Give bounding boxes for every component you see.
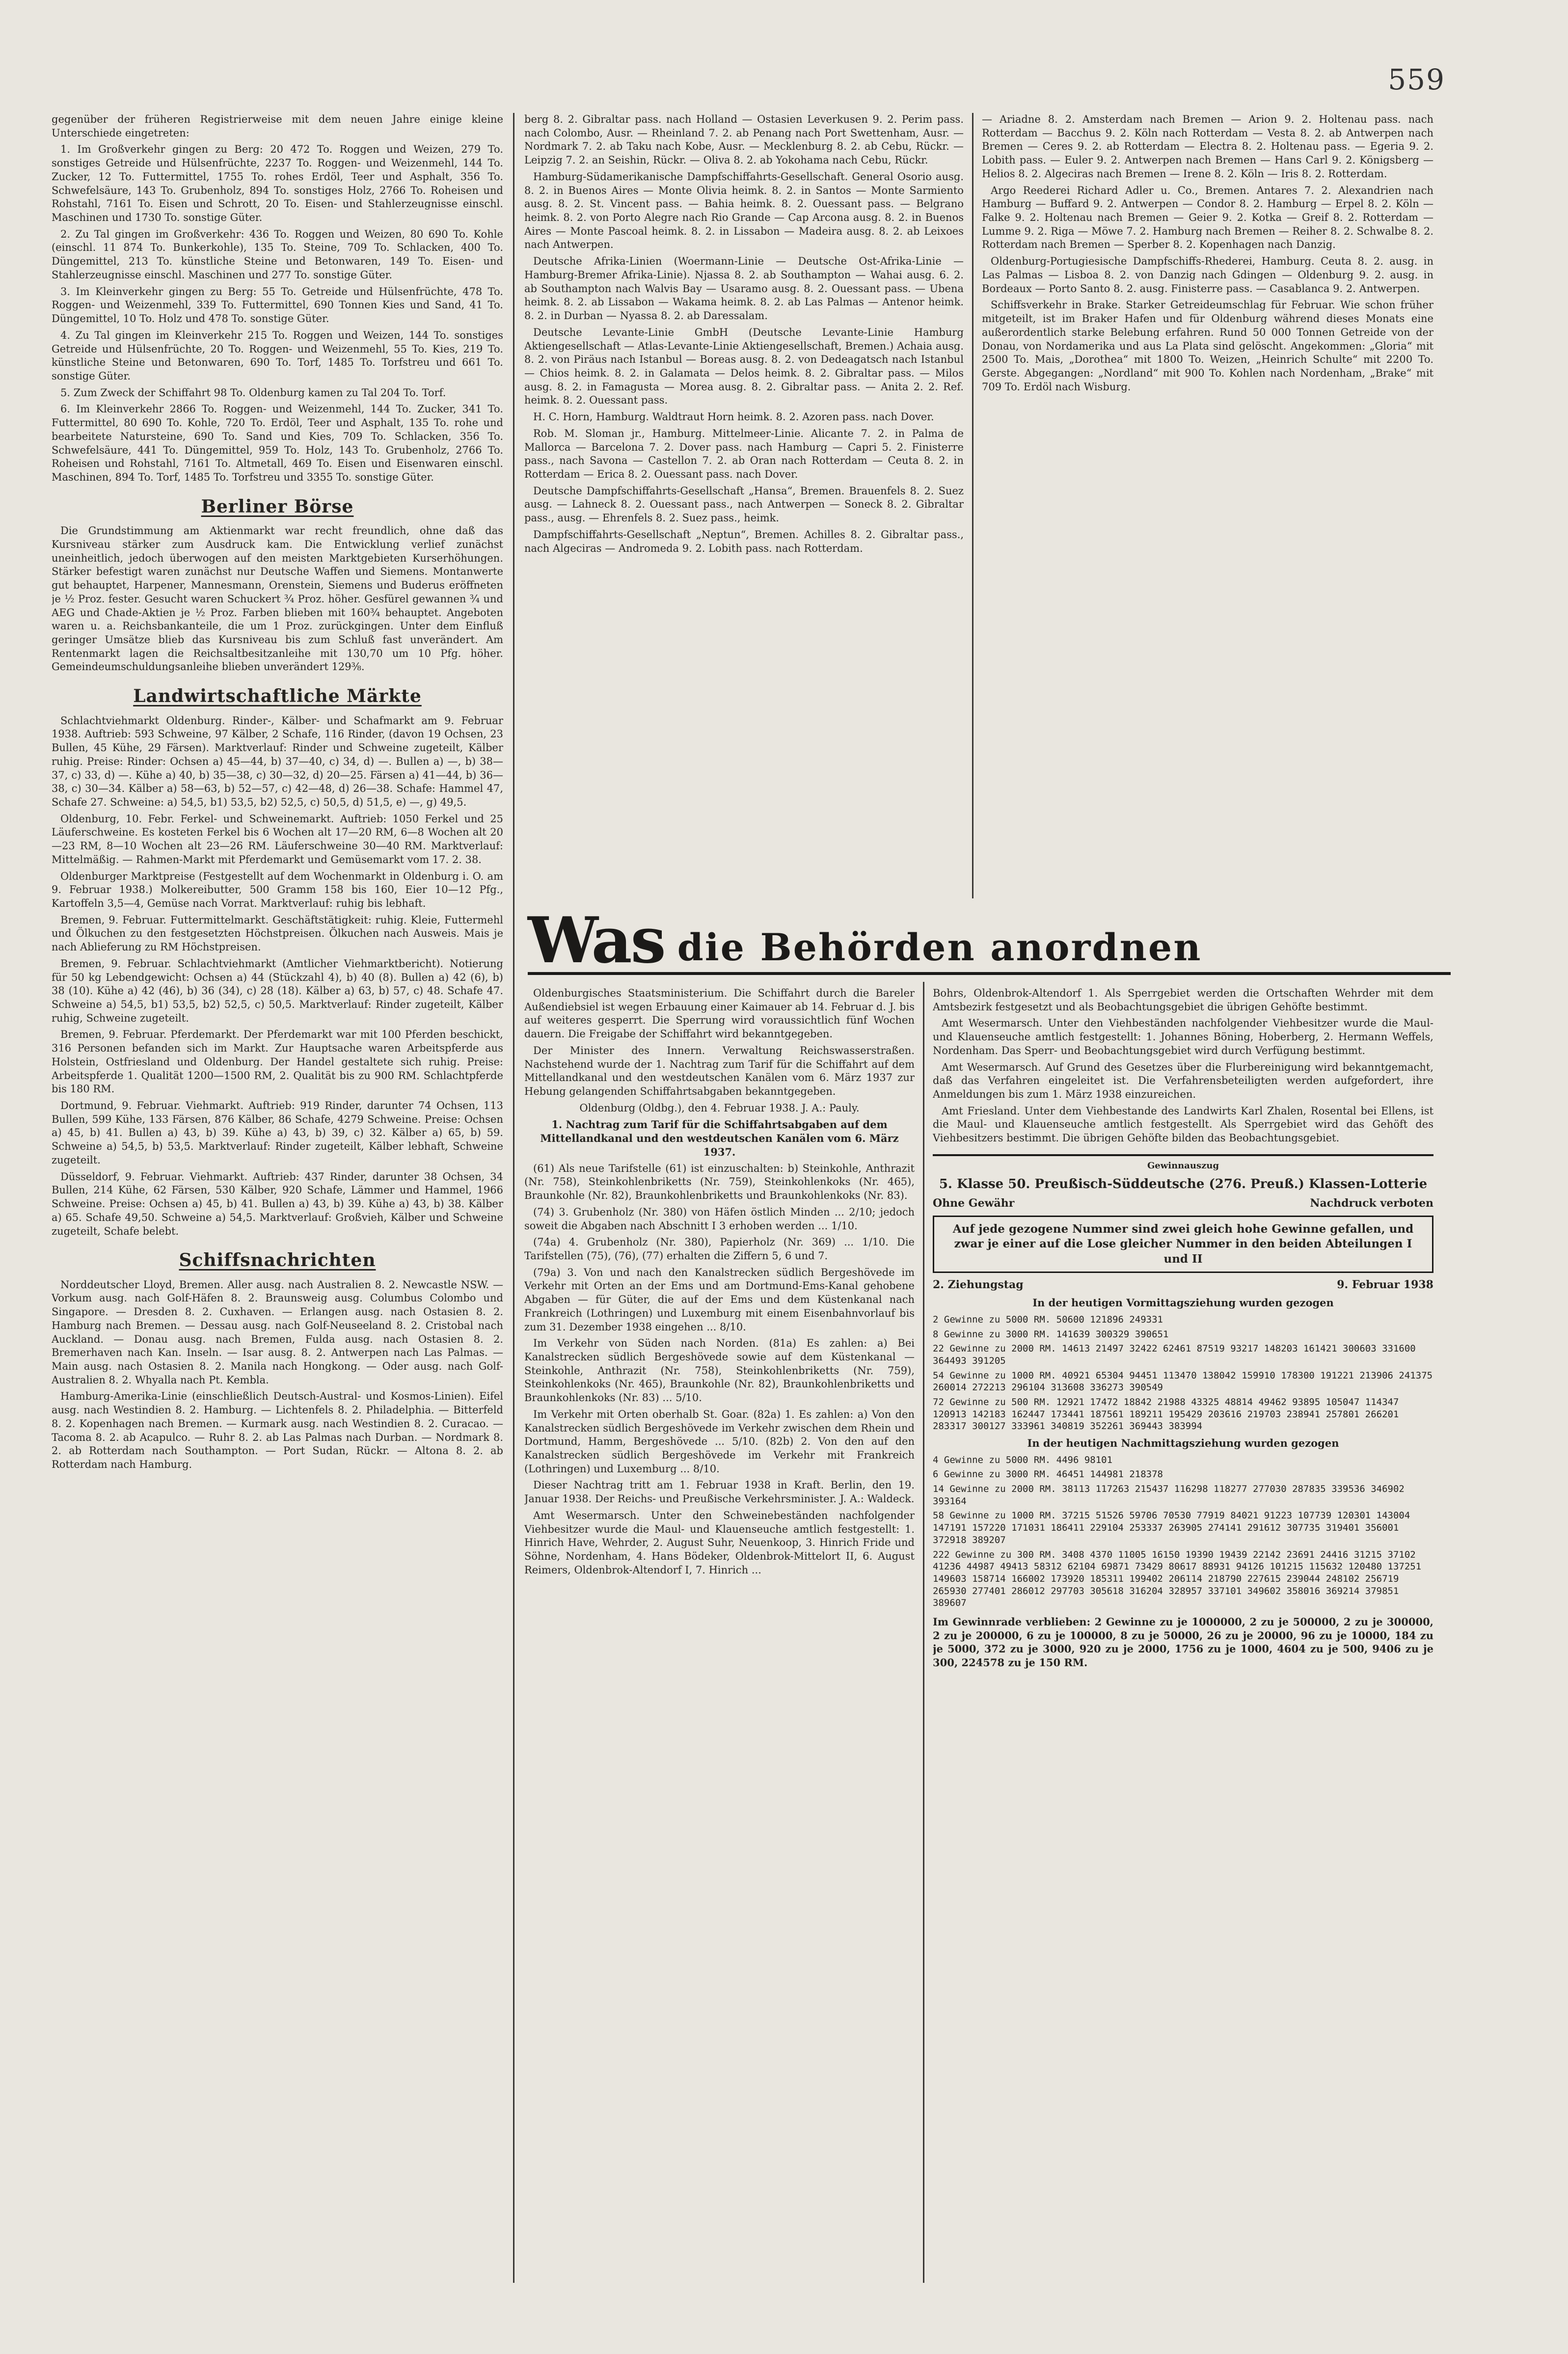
- ship-para: Dampfschiffahrts-Gesellschaft „Neptun“, Bremen. Achilles 8. 2. Gibraltar pass., nach Algeciras — Andromeda 9. 2. Lobith pass. nach Rotterdam.: [524, 528, 964, 554]
- traffic-para: 6. Im Kleinverkehr 2866 To. Roggen- und Weizenmehl, 144 To. Zucker, 341 To. Futtermittel, 80 690 To. Kohle, 720 To. Erdöl, Teer und Asphalt, 135 To. rohe und bearbeitete Natursteine, 690 To. Sand und Kies, 709 To. Schlacken, 356 To. Schwefelsäure, 441 To. Düngemittel, 959 To. Holz, 143 To. Grubenholz, 2766 To. Roheisen und Rohstahl, 7161 To. Altmetall, 469 To. Eisen und Eisenwaren einschl. Maschinen, 894 To. Torf, 1485 To. Torfstreu und 3355 To. sonstige Güter.: [52, 403, 503, 483]
- prize-line: 14 Gewinne zu 2000 RM. 38113 117263 215437 116298 118277 277030 287835 339536 346902 393164: [933, 1484, 1405, 1507]
- decree-para: Amt Wesermarsch. Unter den Schweinebeständen nachfolgender Viehbesitzer wurde die Maul- und Klauenseuche amtlich festgestellt: 1. Hinrich Have, Wehrder, 2. August Suhr, Neuenkoop, 3. Hinrich Fride und Söhne, Nordenham, 4. Hans Bödeker, Oldenbrok-Mittelort II, 6. August Reimers, Oldenbrok-Altendorf I, 7. Hinrich ...: [524, 1509, 915, 1576]
- prize-line: 8 Gewinne zu 3000 RM. 141639 300329 390651: [933, 1328, 1169, 1340]
- prize-line: 2 Gewinne zu 5000 RM. 50600 121896 249331: [933, 1314, 1163, 1325]
- market-para: Bremen, 9. Februar. Schlachtviehmarkt (Amtlicher Viehmarktbericht). Notierung für 50 kg Lebendgewicht: Ochsen a) 44 (Stückzahl 4), b) 40 (8). Bullen a) 42 (6), b) 38 (10). Kühe a) 42 (46), b) 36 (34), c) 28 (18). Kälber a) 63, b) 57, c) 48. Schafe 47. Schweine a) 54,5, b1) 53,5, b2) 52,5, c) 50,5. Marktverlauf: Rinder zugeteilt, Kälber ruhig, Schweine zugeteilt.: [52, 957, 503, 1024]
- ship-para: Norddeutscher Lloyd, Bremen. Aller ausg. nach Australien 8. 2. Newcastle NSW. — Vorkum ausg. nach Golf-Häfen 8. 2. Braunsweig ausg. Columbus Colombo und Singapore. — Dresden 8. 2. Cuxhaven. — Erlangen ausg. nach Ostasien 8. 2. Hamburg nach Bremen. — Dessau ausg. nach Golf-Neuseeland 8. 2. Cristobal nach Auckland. — Donau ausg. nach Bremen, Fulda ausg. nach Ostasien 8. 2. Bremerhaven nach Kan. Inseln. — Isar ausg. 8. 2. Antwerpen nach Las Palmas. — Main ausg. nach Ostasien 8. 2. Manila nach Hongkong. — Oder ausg. nach Golf-Australien 8. 2. Whyalla nach Pt. Kembla.: [52, 1278, 503, 1386]
- lottery-column: [933, 987, 1433, 2283]
- traffic-para: 4. Zu Tal gingen im Kleinverkehr 215 To. Roggen und Weizen, 144 To. sonstiges Getreide und Hülsenfrüchte, 20 To. Roggen- und Weizenmehl, 55 To. Kies, 219 To. künstliche Steine und Betonwaren, 690 To. Torf, 1485 To. Torfstreu und 661 To. sonstige Güter.: [52, 329, 503, 382]
- ship-para: H. C. Horn, Hamburg. Waldtraut Horn heimk. 8. 2. Azoren pass. nach Dover.: [533, 411, 934, 423]
- traffic-para: 5. Zum Zweck der Schiffahrt 98 To. Oldenburg kamen zu Tal 204 To. Torf.: [60, 386, 446, 399]
- traffic-para: 1. Im Großverkehr gingen zu Berg: 20 472 To. Roggen und Weizen, 279 To. sonstiges Getreide und Hülsenfrüchte, 2237 To. Roggen- und Weizenmehl, 144 To. Zucker, 12 To. Futtermittel, 1755 To. rohes Erdöl, Teer und Asphalt, 356 To. Schwefelsäure, 143 To. Grubenholz, 894 To. sonstiges Holz, 2766 To. Roheisen und Rohstahl, 7161 To. Eisen und Schrott, 20 To. Eisen- und Stahlerzeugnisse einschl. Maschinen und 1730 To. sonstige Güter.: [52, 143, 503, 224]
- market-para: Dortmund, 9. Februar. Viehmarkt. Auftrieb: 919 Rinder, darunter 74 Ochsen, 113 Bullen, 599 Kühe, 133 Färsen, 876 Kälber, 86 Schafe, 4279 Schweine. Preise: Ochsen a) 45, b) 41. Bullen a) 43, b) 39. Kühe a) 43, b) 39, c) 32. Kälber a) 65, b) 59. Schweine a) 54,5, b) 53,5. Marktverlauf: Rinder zugeteilt, Kälber lebhaft, Schweine zugeteilt.: [52, 1100, 503, 1166]
- traffic-para: 2. Zu Tal gingen im Großverkehr: 436 To. Roggen und Weizen, 80 690 To. Kohle (einschl. 11 874 To. Bunkerkohle), 135 To. Steine, 709 To. Schlacken, 400 To. Düngemittel, 213 To. künstliche Steine und Betonwaren, 149 To. Eisen- und Stahlerzeugnisse einschl. Maschinen und 277 To. sonstige Güter.: [52, 228, 503, 281]
- column-rule-decrees: [923, 982, 924, 2283]
- boerse-para: Die Grundstimmung am Aktienmarkt war recht freundlich, ohne daß das Kursniveau stärker zum Ausdruck kam. Die Entwicklung verlief zunächst uneinheitlich, jedoch überwogen auf den meisten Marktgebieten Kurserhöhungen. Stärker befestigt waren zunächst nur Deutsche Waffen und Siemens. Montanwerte gut behauptet, Harpener, Mannesmann, Orenstein, Siemens und Buderus eröffneten je ½ Proz. fester. Gesucht waren Schuckert ¾ Proz. höher. Gesfürel gewannen ¾ und AEG und Chade-Aktien je ½ Proz. Farben blieben mit 160¾ behauptet. Angeboten waren u. a. Reichsbankanteile, die um 1 Proz. zurückgingen. Unter dem Einfluß geringer Umsätze blieb das Kursniveau bis zum Schluß fast unverändert. Am Rentenmarkt lagen die Reichsaltbesitzanleihe mit 130,70 um 10 Pfg. höher. Gemeindeumschuldungsanleihe blieben unverändert 129⅜.: [52, 525, 503, 673]
- lottery-day-label: 2. Ziehungstag: [933, 1278, 1024, 1292]
- decree-para: Im Verkehr mit Orten oberhalb St. Goar. (82a) 1. Es zahlen: a) Von den Kanalstrecken südlich Bergeshövede im Verkehr zwischen dem Rhein und Dortmund, Hamm, Bergeshövede ... 5/10. (82b) 2. Von den auf den Kanalstrecken südlich Bergeshövede im Verkehr mit Frankreich (Lothringen) und Luxemburg ... 8/10.: [524, 1408, 915, 1475]
- lottery-title: 5. Klasse 50. Preußisch-Süddeutsche (276. Preuß.) Klassen-Lotterie: [939, 1176, 1428, 1191]
- decree-title: 1. Nachtrag zum Tarif für die Schiffahrtsabgaben auf dem Mittellandkanal und den westdeutschen Kanälen vom 6. März 1937.: [540, 1118, 899, 1158]
- prize-line: 72 Gewinne zu 500 RM. 12921 17472 18842 21988 43325 48814 49462 93895 105047 114347 120913 142183 162447 173441 187561 189211 195429 203616 219703 238941 257801 266201 283317 300127 333961 340819 352261 369443 383994: [933, 1396, 1399, 1432]
- ship-para: Argo Reederei Richard Adler u. Co., Bremen. Antares 7. 2. Alexandrien nach Hamburg — Buffard 9. 2. Antwerpen — Condor 8. 2. Hamburg — Erpel 8. 2. Köln — Falke 9. 2. Holtenau nach Bremen — Geier 9. 2. Kotka — Greif 8. 2. Rotterdam — Lumme 9. 2. Riga — Möwe 7. 2. Hamburg nach Bremen — Reiher 8. 2. Schwalbe 8. 2. Rotterdam nach Bremen — Sperber 8. 2. Kopenhagen nach Danzig.: [982, 184, 1433, 251]
- prize-line: 4 Gewinne zu 5000 RM. 4496 98101: [933, 1454, 1113, 1465]
- ship-para: Hamburg-Amerika-Linie (einschließlich Deutsch-Austral- und Kosmos-Linien). Eifel ausg. nach Westindien 8. 2. Hamburg. — Lichtenfels 8. 2. Philadelphia. — Bitterfeld 8. 2. Kopenhagen nach Bremen. — Kurmark ausg. nach Westindien 8. 2. Curacao. — Tacoma 8. 2. ab Acapulco. — Ruhr 8. 2. ab Las Palmas nach Durban. — Nordmark 8. 2. ab Rotterdam nach Southampton. — Port Sudan, Rückr. — Altona 8. 2. ab Rotterdam nach Hamburg.: [52, 1390, 503, 1471]
- decree-para: Oldenburgisches Staatsministerium. Die Schiffahrt durch die Bareler Außendiebsiel ist wegen Erbauung einer Kaimauer ab 14. Februar d. J. bis auf weiteres gesperrt. Die Sperrung wird voraussichtlich fünf Wochen dauern. Die Freigabe der Schiffahrt wird bekanntgegeben.: [524, 987, 915, 1040]
- lottery-day-date: 9. Februar 1938: [1337, 1278, 1433, 1292]
- middle-column: [524, 113, 964, 898]
- market-para: Schlachtviehmarkt Oldenburg. Rinder-, Kälber- und Schafmarkt am 9. Februar 1938. Auftrieb: 593 Schweine, 97 Kälber, 2 Schafe, 116 Rinder, (davon 19 Ochsen, 23 Bullen, 45 Kühe, 29 Färsen). Marktverlauf: Rinder und Schweine zugeteilt, Kälber ruhig. Preise: Rinder: Ochsen a) 45—44, b) 37—40, c) 34, d) —. Bullen a) —, b) 38—37, c) 33, d) —. Kühe a) 40, b) 35—38, c) 30—32, d) 20—25. Färsen a) 41—44, b) 36—38, c) 30—34. Kälber a) 58—63, b) 52—57, c) 42—48, d) 26—38. Schafe: Hammel 47, Schafe 27. Schweine: a) 54,5, b1) 53,5, b2) 52,5, c) 50,5, d) 51,5, e) —, g) 49,5.: [52, 714, 503, 808]
- ship-para: Rob. M. Sloman jr., Hamburg. Mittelmeer-Linie. Alicante 7. 2. in Palma de Mallorca — Barcelona 7. 2. Dover pass. nach Hamburg — Capri 5. 2. Finisterre pass., nach Savona — Castellon 7. 2. ab Oran nach Rotterdam — Ceuta 8. 2. in Rotterdam — Erica 8. 2. Ouessant pass. nach Dover.: [524, 427, 964, 480]
- lottery-right-note: Nachdruck verboten: [1310, 1196, 1433, 1210]
- ship-para: Schiffsverkehr in Brake. Starker Getreideumschlag für Februar. Wie schon früher mitgeteilt, ist im Braker Hafen und für Oldenburg während dieses Monats eine außerordentlich starke Belebung erfahren. Rund 50 000 Tonnen Getreide von der Donau, von Nordamerika und aus La Plata sind gelöscht. Angekommen: „Gloria“ mit 2500 To. Mais, „Dorothea“ mit 1800 To. Weizen, „Heinrich Schulte“ mit 2200 To. Gerste. Abgegangen: „Nordland“ mit 900 To. Kohlen nach Nordenham, „Brake“ mit 709 To. Erdöl nach Wisburg.: [982, 299, 1433, 393]
- page-number: 559: [1388, 63, 1445, 96]
- ship-para: Deutsche Levante-Linie GmbH (Deutsche Levante-Linie Hamburg Aktiengesellschaft — Atlas-Levante-Linie Aktiengesellschaft, Bremen.) Achaia ausg. 8. 2. von Piräus nach Istanbul — Boreas ausg. 8. 2. von Dedeagatsch nach Istanbul — Chios heimk. 8. 2. in Galamata — Delos heimk. 8. 2. Gibraltar pass. — Milos ausg. 8. 2. in Famagusta — Morea ausg. 8. 2. Gibraltar pass. — Anita 2. 2. Ref. heimk. 8. 2. Ouessant pass.: [524, 326, 964, 406]
- decree-para: Dieser Nachtrag tritt am 1. Februar 1938 in Kraft. Berlin, den 19. Januar 1938. Der Reichs- und Preußische Verkehrsminister. J. A.: Waldeck.: [524, 1479, 915, 1505]
- ship-para: — Ariadne 8. 2. Amsterdam nach Bremen — Arion 9. 2. Holtenau pass. nach Rotterdam — Bacchus 9. 2. Köln nach Rotterdam — Vesta 8. 2. ab Antwerpen nach Bremen — Ceres 9. 2. ab Rotterdam — Electra 8. 2. Holtenau pass. — Egeria 9. 2. Lobith pass. — Euler 9. 2. Antwerpen nach Bremen — Hans Carl 9. 2. Königsberg — Helios 8. 2. Algeciras nach Bremen — Irene 8. 2. Köln — Iris 8. 2. Rotterdam.: [982, 113, 1433, 180]
- ship-para: Hamburg-Südamerikanische Dampfschiffahrts-Gesellschaft. General Osorio ausg. 8. 2. in Buenos Aires — Monte Olivia heimk. 8. 2. in Santos — Monte Sarmiento ausg. 8. 2. St. Vincent pass. — Bahia heimk. 8. 2. Ouessant pass. — Belgrano heimk. 8. 2. von Porto Alegre nach Rio Grande — Cap Arcona ausg. 8. 2. in Buenos Aires — Monte Pascoal heimk. 8. 2. in Lissabon — Madeira ausg. 8. 2. ab Leixoes nach Antwerpen.: [524, 170, 964, 251]
- right-column: [982, 113, 1433, 898]
- lottery-left-note: Ohne Gewähr: [933, 1196, 1015, 1210]
- left-column: [52, 113, 503, 2283]
- decree-para: Im Verkehr von Süden nach Norden. (81a) Es zahlen: a) Bei Kanalstrecken südlich Bergeshövede sowie auf dem Küstenkanal — Steinkohle, Anthrazit (Nr. 758), Steinkohlenbriketts (Nr. 759), Steinkohlenkoks (Nr. 465), Braunkohle (Nr. 82), Braunkohlenbriketts und Braunkohlenkoks (Nr. 83) ... 5/10.: [524, 1337, 915, 1404]
- decree-date: Oldenburg (Oldbg.), den 4. Februar 1938. J. A.: Pauly.: [579, 1102, 860, 1114]
- remaining-prizes: Im Gewinnrade verblieben: 2 Gewinne zu je 1000000, 2 zu je 500000, 2 zu je 300000, 2 zu je 200000, 6 zu je 100000, 8 zu je 50000, 26 zu je 20000, 96 zu je 10000, 184 zu je 5000, 372 zu je 3000, 920 zu je 2000, 1756 zu je 1000, 4604 zu je 500, 9406 zu je 300, 224578 zu je 150 RM.: [933, 1615, 1433, 1669]
- decree-para: (79a) 3. Von und nach den Kanalstrecken südlich Bergeshövede im Verkehr mit Orten an der Ems und am Dortmund-Ems-Kanal gehobene Abgaben — für Güter, die auf der Ems und dem Küstenkanal nach Frankreich (Lothringen) und Luxemburg mit einem Eisenbahnvorlauf bis zum 31. Dezember 1938 eingehen ... 8/10.: [524, 1266, 915, 1333]
- decree-para: Amt Wesermarsch. Unter den Viehbeständen nachfolgender Viehbesitzer wurde die Maul- und Klauenseuche amtlich festgestellt: 1. Johannes Böning, Hoberberg, 2. Hermann Weffels, Nordenham. Das Sperr- und Beobachtungsgebiet wird durch Verfügung bestimmt.: [933, 1017, 1433, 1056]
- decrees-column: [524, 987, 915, 2283]
- market-para: Bremen, 9. Februar. Futtermittelmarkt. Geschäftstätigkeit: ruhig. Kleie, Futtermehl und Ölkuchen zu den festgesetzten Höchstpreisen. Ölkuchen nach Ausweis. Mais je nach Ablieferung zu RM Höchstpreisen.: [52, 914, 503, 953]
- decree-para: (74a) 4. Grubenholz (Nr. 380), Papierholz (Nr. 369) ... 1/10. Die Tarifstellen (75), (76), (77) erhalten die Ziffern 5, 6 und 7.: [524, 1236, 915, 1262]
- traffic-para: 3. Im Kleinverkehr gingen zu Berg: 55 To. Getreide und Hülsenfrüchte, 478 To. Roggen- und Weizenmehl, 339 To. Futtermittel, 690 Tonnen Kies und Sand, 41 To. Düngemittel, 10 To. Holz und 478 To. sonstige Güter.: [52, 285, 503, 325]
- morning-numbers: [933, 1314, 1433, 1433]
- column-rule-right: [972, 113, 973, 898]
- prize-line: 54 Gewinne zu 1000 RM. 40921 65304 94451 113470 138042 159910 178300 191221 213906 241375 260014 272213 296104 313608 336273 390549: [933, 1370, 1433, 1393]
- lottery-divider: [933, 1154, 1433, 1156]
- decree-para: (74) 3. Grubenholz (Nr. 380) von Häfen östlich Minden ... 2/10; jedoch soweit die Abgaben nach Abschnitt I 3 erhoben werden ... 1/10.: [524, 1206, 915, 1232]
- section-heading-schiff: Schiffsnachrichten: [179, 1250, 376, 1271]
- market-para: Düsseldorf, 9. Februar. Viehmarkt. Auftrieb: 437 Rinder, darunter 38 Ochsen, 34 Bullen, 214 Kühe, 62 Färsen, 530 Kälber, 920 Schafe, Lämmer und Hammel, 1966 Schweine. Preise: Ochsen a) 45, b) 41. Bullen a) 43, b) 39. Kühe a) 43, b) 38. Kälber a) 65. Schafe 49,50. Schweine a) 54,5. Marktverlauf: Großvieh, Kälber und Schweine zugeteilt, Schafe belebt.: [52, 1170, 503, 1237]
- decree-para: (61) Als neue Tarifstelle (61) ist einzuschalten: b) Steinkohle, Anthrazit (Nr. 758), Steinkohlenbriketts (Nr. 759), Steinkohlenkoks (Nr. 465), Braunkohle (Nr. 82), Braunkohlenbriketts und Braunkohlenkoks (Nr. 83).: [524, 1162, 915, 1202]
- prize-line: 6 Gewinne zu 3000 RM. 46451 144981 218378: [933, 1469, 1163, 1480]
- column-rule-left: [513, 113, 514, 2283]
- lottery-day: [933, 1278, 1433, 1292]
- lottery-notice: Gewinnauszug: [1147, 1160, 1219, 1171]
- morning-draw-heading: In der heutigen Vormittagsziehung wurden gezogen: [1032, 1297, 1334, 1309]
- prize-line: 58 Gewinne zu 1000 RM. 37215 51526 59706 70530 77919 84021 91223 107739 120301 143004 147191 157220 171031 186411 229104 253337 263905 274141 291612 307735 319401 356001 372918 389207: [933, 1510, 1410, 1545]
- section-heading-maerkte: Landwirtschaftliche Märkte: [133, 686, 422, 707]
- decree-para: Amt Wesermarsch. Auf Grund des Gesetzes über die Flurbereinigung wird bekanntgemacht, daß das Verfahren eingeleitet ist. Die Verfahrensbeteiligten werden aufgefordert, ihre Anmeldungen bis zum 1. März 1938 einzureichen.: [933, 1061, 1433, 1101]
- banner-big-word: Was: [528, 904, 665, 977]
- prize-line: 22 Gewinne zu 2000 RM. 14613 21497 32422 62461 87519 93217 148203 161421 300603 331600 364493 391205: [933, 1343, 1416, 1366]
- ship-para: berg 8. 2. Gibraltar pass. nach Holland — Ostasien Leverkusen 9. 2. Perim pass. nach Colombo, Ausr. — Rheinland 7. 2. ab Penang nach Port Swettenham, Ausr. — Nordmark 7. 2. ab Taku nach Kobe, Ausr. — Mecklenburg 8. 2. ab Cebu, Rückr. — Leipzig 7. 2. an Seishin, Rückr. — Oliva 8. 2. ab Yokohama nach Cebu, Rückr.: [524, 113, 964, 166]
- intro-text: gegenüber der früheren Registrierweise mit dem neuen Jahre einige kleine Unterschiede eingetreten:: [52, 113, 503, 139]
- market-para: Oldenburg, 10. Febr. Ferkel- und Schweinemarkt. Auftrieb: 1050 Ferkel und 25 Läuferschweine. Es kosteten Ferkel bis 6 Wochen alt 17—20 RM, 6—8 Wochen alt 20—23 RM, 8—10 Wochen alt 23—26 RM. Läuferschweine 30—40 RM. Marktverlauf: Mittelmäßig. — Rahmen-Markt mit Pferdemarkt und Gemüsemarkt vom 17. 2. 38.: [52, 812, 503, 866]
- section-heading-boerse: Berliner Börse: [201, 496, 354, 517]
- lottery-notes: [933, 1196, 1433, 1211]
- decree-para: Bohrs, Oldenbrok-Altendorf 1. Als Sperrgebiet werden die Ortschaften Wehrder mit dem Amtsbezirk festgesetzt und als Beobachtungsgebiet die übrigen Gehöfte bestimmt.: [933, 987, 1433, 1013]
- ship-para: Deutsche Afrika-Linien (Woermann-Linie — Deutsche Ost-Afrika-Linie — Hamburg-Bremer Afrika-Linie). Njassa 8. 2. ab Southampton — Wahai ausg. 6. 2. ab Southampton nach Walvis Bay — Usaramo ausg. 8. 2. Ouessant pass. — Ubena heimk. 8. 2. ab Lissabon — Wakama heimk. 8. 2. ab Las Palmas — Antenor heimk. 8. 2. in Durban — Nyassa 8. 2. ab Daressalam.: [524, 255, 964, 322]
- ship-para: Oldenburg-Portugiesische Dampfschiffs-Rhederei, Hamburg. Ceuta 8. 2. ausg. in Las Palmas — Lisboa 8. 2. von Danzig nach Gdingen — Oldenburg 9. 2. ausg. in Bordeaux — Porto Santo 8. 2. ausg. Finisterre pass. — Casablanca 9. 2. Antwerpen.: [982, 255, 1433, 295]
- afternoon-draw-heading: In der heutigen Nachmittagsziehung wurden gezogen: [1027, 1437, 1339, 1450]
- market-para: Oldenburger Marktpreise (Festgestellt auf dem Wochenmarkt in Oldenburg i. O. am 9. Februar 1938.) Molkereibutter, 500 Gramm 158 bis 160, Eier 10—12 Pfg., Kartoffeln 3,5—4, Gemüse nach Vorrat. Marktverlauf: ruhig bis lebhaft.: [52, 870, 503, 909]
- section-banner: [528, 904, 1451, 977]
- banner-headline: die Behörden anordnen: [677, 925, 1202, 970]
- decree-para: Der Minister des Innern. Verwaltung Reichswasserstraßen. Nachstehend wurde der 1. Nachtrag zum Tarif für die Schiffahrt auf dem Mittellandkanal und den westdeutschen Kanälen vom 6. März 1937 zur Hebung gelangenden Schiffahrtsabgaben bekanntgegeben.: [524, 1044, 915, 1098]
- lottery-box: Auf jede gezogene Nummer sind zwei gleich hohe Gewinne gefallen, und zwar je einer auf die Lose gleicher Nummer in den beiden Abteilungen I und II: [933, 1216, 1433, 1273]
- decree-para: Amt Friesland. Unter dem Viehbestande des Landwirts Karl Zhalen, Rosental bei Ellens, ist die Maul- und Klauenseuche amtlich festgestellt. Als Sperrgebiet wird das Gehöft des Viehbesitzers bestimmt. Die übrigen Gehöfte bilden das Beobachtungsgebiet.: [933, 1105, 1433, 1144]
- afternoon-numbers: [933, 1454, 1433, 1609]
- prize-line: 222 Gewinne zu 300 RM. 3408 4370 11005 16150 19390 19439 22142 23691 24416 31215 37102 41236 44987 49413 58312 62104 69871 73429 80617 88931 94126 101215 115632 120480 137251 149603 158714 166002 173920 185311 199402 206114 218790 227615 239044 248102 256719 265930 277401 286012 297703 305618 316204 328957 337101 349602 358016 369214 379851 389607: [933, 1549, 1422, 1609]
- market-para: Bremen, 9. Februar. Pferdemarkt. Der Pferdemarkt war mit 100 Pferden beschickt, 316 Personen befanden sich im Markt. Zur Hauptsache waren Arbeitspferde aus Holstein, Ostfriesland und Oldenburg. Der Handel gestaltete sich ruhig. Preise: Arbeitspferde 1. Qualität 1200—1500 RM, 2. Qualität bis zu 900 RM. Schlachtpferde bis 180 RM.: [52, 1028, 503, 1095]
- ship-para: Deutsche Dampfschiffahrts-Gesellschaft „Hansa“, Bremen. Brauenfels 8. 2. Suez ausg. — Lahneck 8. 2. Ouessant pass., nach Antwerpen — Soneck 8. 2. Gibraltar pass., ausg. — Ehrenfels 8. 2. Suez pass., heimk.: [524, 485, 964, 524]
